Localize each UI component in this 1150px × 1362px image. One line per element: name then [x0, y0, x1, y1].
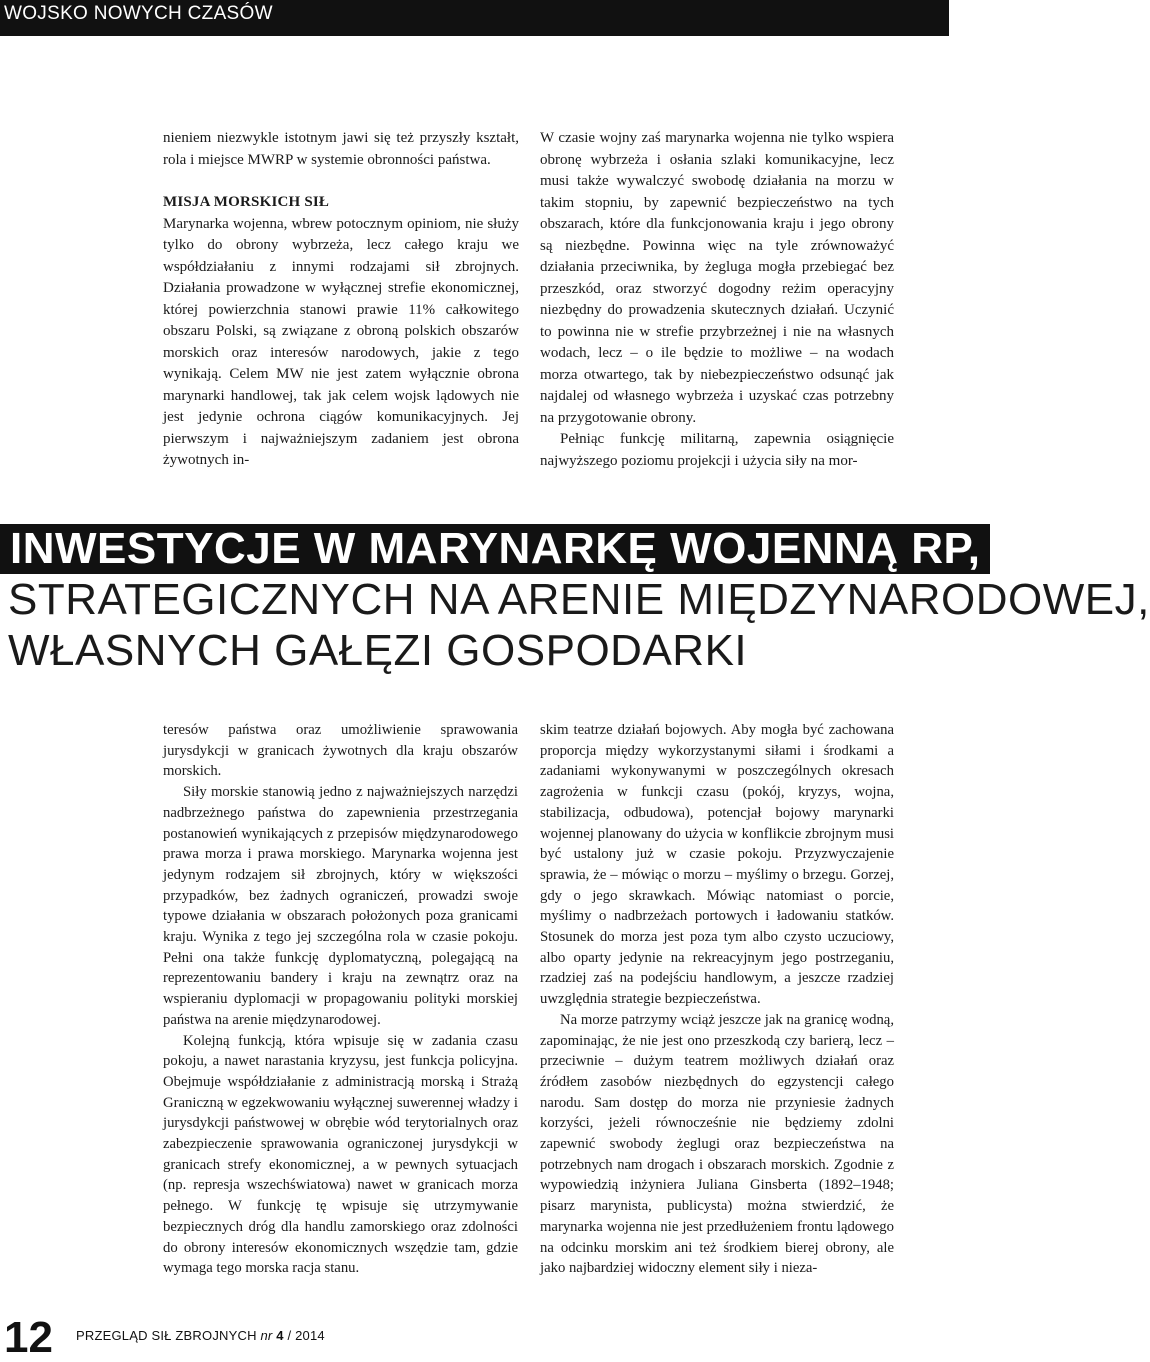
section-title: WOJSKO NOWYCH CZASÓW — [4, 3, 273, 24]
issue-year: 2014 — [295, 1328, 325, 1343]
paragraph: Na morze patrzymy wciąż jeszcze jak na granicę wodną, zapominając, że nie jest ono przeszkodą czy barierą, lecz – przeciwnie – dużym teatrem możliwych działań oraz źródłem zasobów niezbędnych do egzystencji całego narodu. Sam dostęp do morza nie przyniesie żadnych korzyści, jeżeli równocześnie nie będziemy zdolni zapewnić swobody żeglugi oraz bezpieczeństwa na potrzebnych nam drogach i obszarach morskich. Zgodnie z wypowiedzią inżyniera Juliana Ginsberta (1892–1948; pisarz marynista, publicysta) można stwierdzić, że marynarka wojenna nie jest przedłużeniem frontu lądowego na odcinku morskim ani też środkiem bierej obrony, ale jako najbardziej widoczny element siły i nieza- — [540, 1011, 894, 1277]
issue-separator: / — [287, 1328, 292, 1343]
paragraph: Pełniąc funkcję militarną, zapewnia osiągnięcie najwyższego poziomu projekcji i użycia siły na mor- — [540, 431, 894, 469]
subheading: MISJA MORSKICH SIŁ — [163, 194, 330, 210]
pull-quote-line-1: INWESTYCJE W MARYNARKĘ WOJENNĄ RP, — [0, 524, 990, 574]
pull-quote — [0, 524, 1150, 676]
section-header — [0, 0, 949, 36]
paragraph: teresów państwa oraz umożliwienie sprawowania jurysdykcji w granicach żywotnych dla kraju obszarów morskich. — [163, 722, 518, 780]
article-column-2 — [540, 128, 894, 472]
paragraph: Kolejną funkcją, która wpisuje się w zadania czasu pokoju, a nawet narastania kryzysu, jest funkcja policyjna. Obejmuje współdziałanie z administracją morską i Strażą Graniczną w egzekwowaniu wyłącznej suwerennej władzy i jurysdykcji państwowej w obrębie wód terytorialnych oraz zabezpieczenie sprawowania ograniczonej jurysdykcji w granicach strefy ekonomicznej, a w pewnych sytuacjach (np. represja wszechświatowa) nawet w granicach morza pełnego. W funkcję tę wpisuje się utrzymywanie bezpiecznych dróg dla handlu zamorskiego oraz zdolności do obrony interesów ekonomicznych wszędzie tam, gdzie wymaga tego morska racja stanu. — [163, 1032, 518, 1277]
article-column-3 — [163, 720, 518, 1279]
magazine-title: PRZEGLĄD SIŁ ZBROJNYCH — [76, 1328, 257, 1343]
issue-label: nr — [260, 1328, 273, 1343]
magazine-footer — [76, 1328, 325, 1343]
paragraph: Marynarka wojenna, wbrew potocznym opiniom, nie służy tylko do obrony wybrzeża, lecz całego kraju we współdziałaniu z innymi rodzajami sił zbrojnych. Działania prowadzone w wyłącznej strefie ekonomicznej, której powierzchnia stanowi prawie 11% całkowitego obszaru Polski, są związane z obroną polskich obszarów morskich oraz interesów narodowych, jakie z tego wynikają. Celem MW nie jest zatem wyłącznie obrona marynarki handlowej, tak jak celem wojsk lądowych nie jest jedynie ochrona ciągów komunikacyjnych. Jej pierwszym i najważniejszym zadaniem jest obrona żywotnych in- — [163, 215, 519, 468]
article-column-1 — [163, 128, 519, 472]
paragraph: W czasie wojny zaś marynarka wojenna nie tylko wspiera obronę wybrzeża i osłania szlaki komunikacyjne, lecz musi także wywalczyć swobodę działania na morzu w takim stopniu, by zapewnić bezpieczeństwo na tych obszarach, które dla funkcjonowania kraju i jego obrony są niezbędne. Powinna więc na tyle zrównoważyć działania przeciwnika, by żegluga mogła przebiegać bez przeszkód, oraz stworzyć dogodny reżim operacyjny niezbędny do prowadzenia skutecznych działań. Uczynić to powinna nie w strefie przybrzeżnej i nie na własnych wodach, lecz – o ile będzie to możliwe – na wodach morza otwartego, tak by niebezpieczeństwo odsunąć jak najdalej od własnego wybrzeża i uzyskać czas potrzebny na przygotowanie obrony. — [540, 130, 894, 426]
page-number: 12 — [4, 1313, 53, 1362]
issue-number: 4 — [276, 1328, 284, 1343]
pull-quote-line-2: STRATEGICZNYCH NA ARENIE MIĘDZYNARODOWEJ, — [8, 575, 1150, 624]
paragraph: skim teatrze działań bojowych. Aby mogła być zachowana proporcja między wykorzystanymi siłami i środkami a zadaniami wykonywanymi w poszczególnych okresach zagrożenia w funkcji czasu (pokój, kryzys, wojna, stabilizacja, odbudowa), potencjał bojowy marynarki wojennej planowany do użycia w konflikcie zbrojnym musi być ustalony już w czasie pokoju. Przyzwyczajenie sprawia, że – mówiąc o morzu – myślimy o brzegu. Gorzej, gdy o jego skrawkach. Mówiąc natomiast o porcie, myślimy o nadbrzeżach portowych i ładowaniu statków. Stosunek do morza jest poza tym albo czysto uczuciowy, albo oparty jedynie na rekreacyjnym jego postrzeganiu, rzadziej zaś na podejściu handlowym, a jeszcze rzadziej uwzględnia strategie bezpieczeństwa. — [540, 722, 894, 1008]
paragraph: nieniem niezwykle istotnym jawi się też przyszły kształt, rola i miejsce MWRP w systemie obronności państwa. — [163, 130, 519, 168]
paragraph: Siły morskie stanowią jedno z najważniejszych narzędzi nadbrzeżnego państwa do zapewnienia przestrzegania postanowień wynikających z przepisów międzynarodowego prawa morza i prawa morskiego. Marynarka wojenna jest jedynym rodzajem sił zbrojnych, który w większości przypadków, bez żadnych ograniczeń, prowadzi swoje typowe działania w obszarach położonych poza granicami kraju. Wynika z tego jej szczególna rola w czasie pokoju. Pełni ona także funkcję dyplomatyczną, polegającą na reprezentowaniu bandery i kraju na zewnątrz oraz na wspieraniu dyplomacji w propagowaniu polityki morskiej państwa na arenie międzynarodowej. — [163, 784, 518, 1028]
article-column-4 — [540, 720, 894, 1279]
pull-quote-line-3: WŁASNYCH GAŁĘZI GOSPODARKI — [8, 626, 748, 675]
